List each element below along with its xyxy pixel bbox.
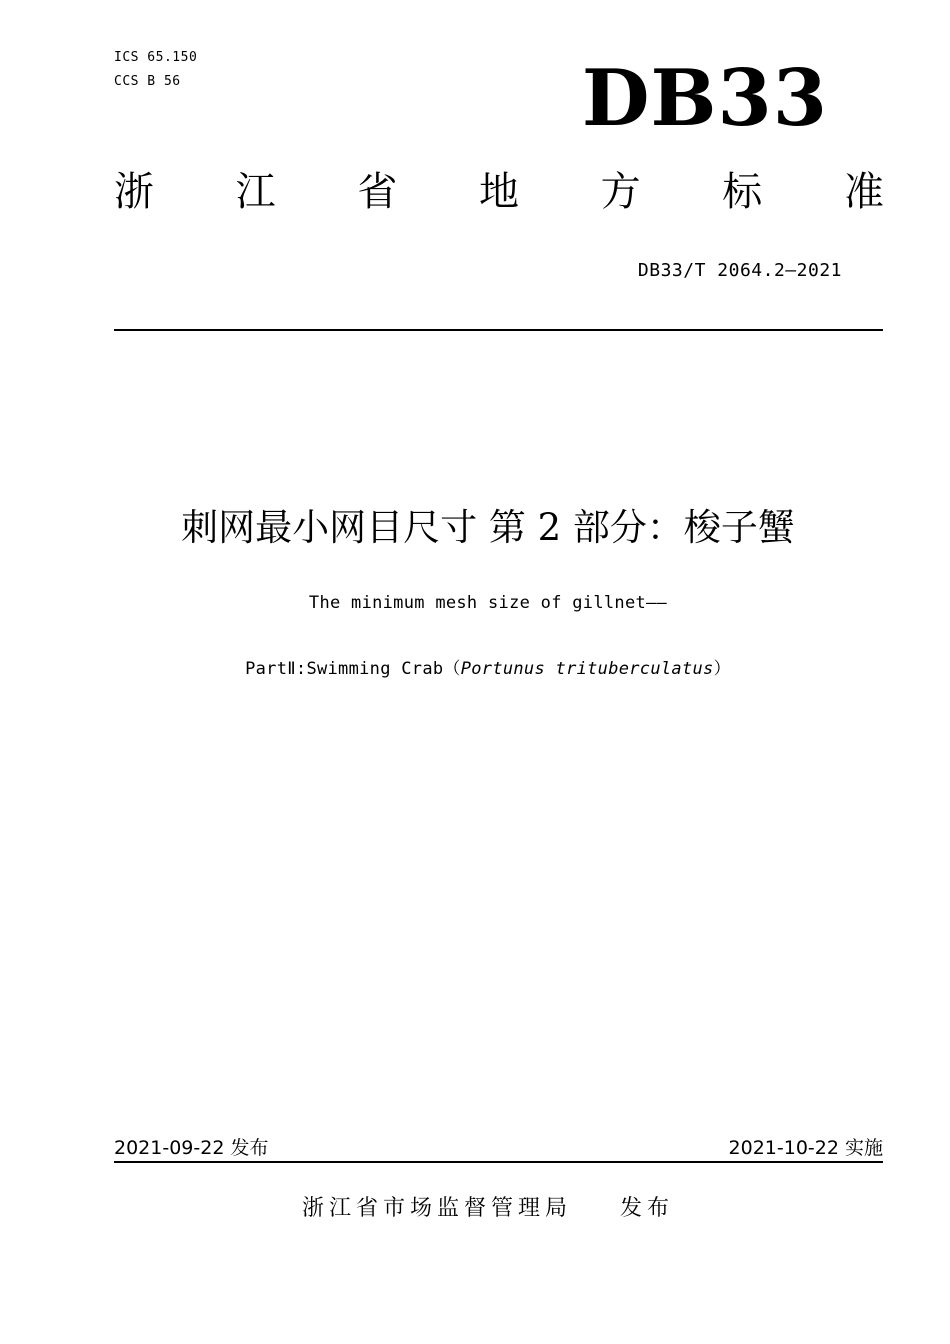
english-title-close: ） xyxy=(713,659,731,679)
ics-code: ICS 65.150 xyxy=(114,50,198,65)
standard-type-heading xyxy=(114,169,884,215)
english-title-part: PartⅡ:Swimming Crab（ xyxy=(245,659,461,679)
top-divider xyxy=(114,329,883,331)
implementation-date: 2021-10-22 实施 xyxy=(728,1137,883,1159)
english-title-line1: The minimum mesh size of gillnet—— xyxy=(308,593,668,613)
bottom-divider xyxy=(114,1161,883,1163)
issuer-name: 浙江省市场监督管理局 xyxy=(301,1196,572,1221)
standard-type-char: 省 xyxy=(357,169,398,215)
standard-type-char: 准 xyxy=(843,169,884,215)
standard-type-char: 方 xyxy=(600,169,641,215)
chinese-title-suffix: 部分：梭子蟹 xyxy=(572,506,795,549)
standard-number: DB33/T 2064.2—2021 xyxy=(637,260,842,281)
english-title-line2 xyxy=(0,654,950,679)
standard-type-char: 标 xyxy=(722,169,763,215)
chinese-title-part-number: 2 xyxy=(537,506,562,549)
issuing-authority xyxy=(0,1191,950,1222)
ccs-code: CCS B 56 xyxy=(114,74,181,89)
standard-type-char: 浙 xyxy=(114,169,154,215)
issuer-action: 发布 xyxy=(619,1196,674,1221)
chinese-title-prefix: 刺网最小网目尺寸 第 xyxy=(181,506,526,549)
standard-type-char: 地 xyxy=(478,169,519,215)
standard-type-char: 江 xyxy=(235,169,276,215)
db33-logo: DB33 xyxy=(581,53,828,144)
chinese-title xyxy=(0,506,950,550)
issue-date: 2021-09-22 发布 xyxy=(114,1137,269,1159)
scientific-name: Portunus trituberculatus xyxy=(460,659,714,679)
